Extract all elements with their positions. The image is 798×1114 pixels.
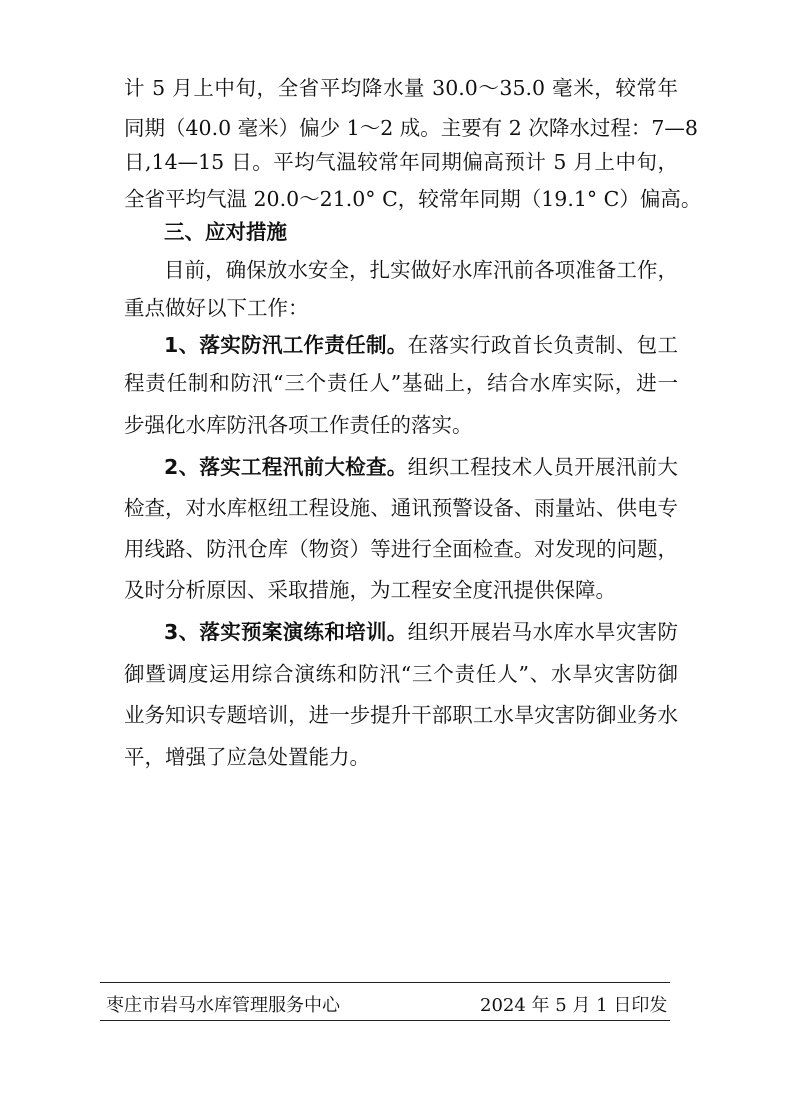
footer-issuer: 枣庄市岩马水库管理服务中心	[106, 995, 340, 1016]
measure-2-line-2: 检查，对水库枢纽工程设施、通讯预警设备、雨量站、供电专	[124, 496, 678, 520]
weather-line-2: 同期（40.0 毫米）偏少 1～2 成。主要有 2 次降水过程：7—8	[124, 116, 698, 140]
measure-2-title: 2、落实工程汛前大检查。	[164, 455, 408, 479]
measure-3-line-4: 平，增强了应急处置能力。	[124, 745, 370, 769]
section-heading: 三、应对措施	[164, 220, 287, 244]
measure-1-first-line	[164, 333, 678, 357]
measure-3-title: 3、落实预案演练和培训。	[164, 620, 408, 644]
measure-1-title: 1、落实防汛工作责任制。	[164, 333, 408, 357]
measure-1-line-3: 步强化水库防汛各项工作责任的落实。	[124, 413, 473, 437]
measure-3-text-start: 组织开展岩马水库水旱灾害防	[407, 620, 679, 644]
intro-line-2: 重点做好以下工作：	[124, 296, 309, 320]
weather-line-3: 日,14—15 日。平均气温较常年同期偏高预计 5 月上中旬，	[124, 150, 678, 174]
measure-2-first-line	[164, 455, 678, 479]
measure-3-first-line	[164, 620, 678, 644]
measure-2-line-4: 及时分析原因、采取措施，为工程安全度汛提供保障。	[124, 578, 616, 602]
footer-date: 2024 年 5 月 1 日印发	[480, 995, 668, 1016]
measure-3-line-3: 业务知识专题培训，进一步提升干部职工水旱灾害防御业务水	[124, 703, 678, 727]
measure-2-text-start: 组织工程技术人员开展汛前大	[407, 455, 679, 479]
measure-3-line-2: 御暨调度运用综合演练和防汛“三个责任人”、水旱灾害防御	[124, 662, 678, 686]
measure-2-line-3: 用线路、防汛仓库（物资）等进行全面检查。对发现的问题，	[124, 537, 678, 561]
weather-line-4: 全省平均气温 20.0～21.0° C，较常年同期（19.1° C）偏高。	[124, 187, 702, 211]
footer-bottom-rule	[100, 1020, 670, 1021]
measure-1-text-start: 在落实行政首长负责制、包工	[407, 333, 679, 357]
measure-1-line-2: 程责任制和防汛“三个责任人”基础上，结合水库实际，进一	[124, 371, 678, 395]
footer-top-rule	[100, 982, 670, 983]
intro-line-1: 目前，确保放水安全，扎实做好水库汛前各项准备工作，	[164, 258, 678, 282]
weather-line-1: 计 5 月上中旬，全省平均降水量 30.0～35.0 毫米，较常年	[124, 76, 678, 100]
